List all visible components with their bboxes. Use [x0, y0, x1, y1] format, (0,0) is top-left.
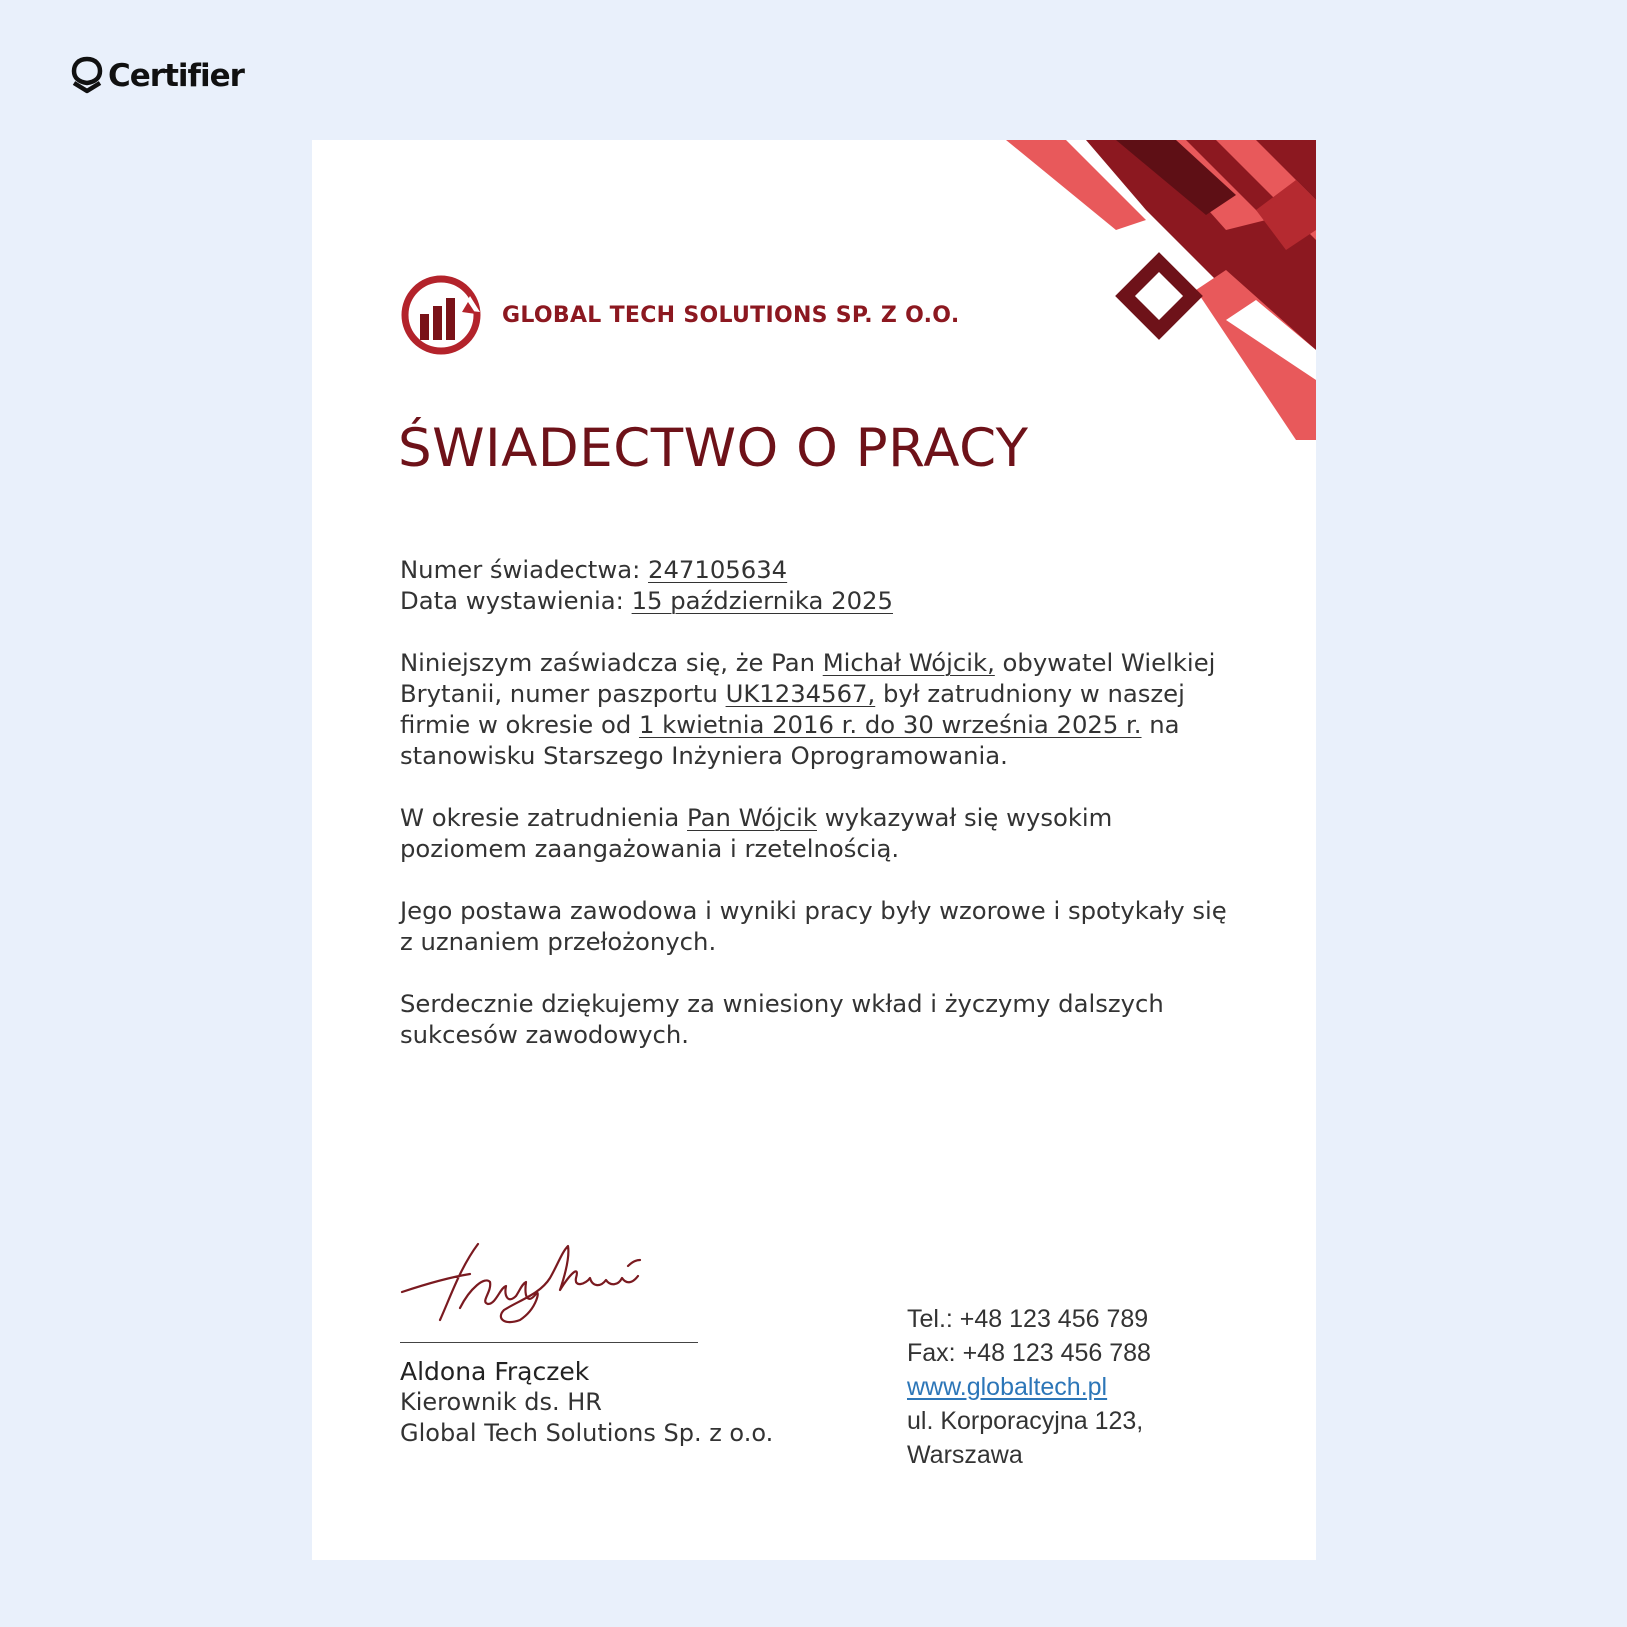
- number-label: Numer świadectwa:: [400, 555, 641, 584]
- contact-address-line2: Warszawa: [907, 1441, 1023, 1469]
- employee-name: Michał Wójcik,: [822, 648, 995, 677]
- brand-name: Certifier: [108, 58, 244, 94]
- certifier-logo-icon: [70, 56, 104, 96]
- contact-address-line1: ul. Korporacyjna 123,: [907, 1407, 1144, 1435]
- certificate-body: [400, 554, 1230, 1081]
- company-name: GLOBAL TECH SOLUTIONS SP. Z O.O.: [502, 302, 960, 328]
- corner-decoration: [1006, 140, 1316, 440]
- contact-fax: Fax: +48 123 456 788: [907, 1339, 1151, 1367]
- employment-period: 1 kwietnia 2016 r. do 30 września 2025 r.: [638, 710, 1142, 739]
- contact-block: [907, 1302, 1151, 1472]
- signature-image: [400, 1238, 650, 1328]
- signer-role: Kierownik ds. HR: [400, 1388, 602, 1416]
- signature-line: [400, 1342, 698, 1343]
- issue-date: 15 października 2025: [631, 586, 893, 615]
- certificate-page: [312, 140, 1316, 1560]
- page-title: ŚWIADECTWO O PRACY: [398, 418, 1029, 479]
- employee-short-name: Pan Wójcik: [687, 803, 817, 832]
- meta-block: [400, 554, 1230, 616]
- signer-name: Aldona Frączek: [400, 1357, 590, 1386]
- signer-company: Global Tech Solutions Sp. z o.o.: [400, 1419, 774, 1447]
- paragraph-employment: Niniejszym zaświadcza się, że Pan Michał Wójcik, obywatel Wielkiej Brytanii, numer paszportu UK1234567, był zatrudniony w naszej firmie w okresie od 1 kwietnia 2016 r. do 30 września 2025 r. na stanowisku Starszego Inżyniera Oprogramowania.: [400, 648, 1216, 770]
- contact-website-link[interactable]: www.globaltech.pl: [907, 1373, 1108, 1401]
- paragraph-thanks: Serdecznie dziękujemy za wniesiony wkład i życzymy dalszych sukcesów zawodowych.: [400, 989, 1164, 1049]
- company-chart-logo-icon: [400, 274, 482, 356]
- certificate-number: 247105634: [648, 555, 788, 584]
- company-header: [400, 274, 959, 356]
- paragraph-attitude: Jego postawa zawodowa i wyniki pracy były wzorowe i spotykały się z uznaniem przełożonych.: [400, 896, 1227, 956]
- signer-block: [400, 1356, 773, 1449]
- certifier-brand: [70, 56, 244, 96]
- date-label: Data wystawienia:: [400, 586, 624, 615]
- passport-number: UK1234567,: [725, 679, 876, 708]
- contact-phone: Tel.: +48 123 456 789: [907, 1305, 1149, 1333]
- paragraph-engagement: W okresie zatrudnienia Pan Wójcik wykazywał się wysokim poziomem zaangażowania i rzetelnością.: [400, 803, 1113, 863]
